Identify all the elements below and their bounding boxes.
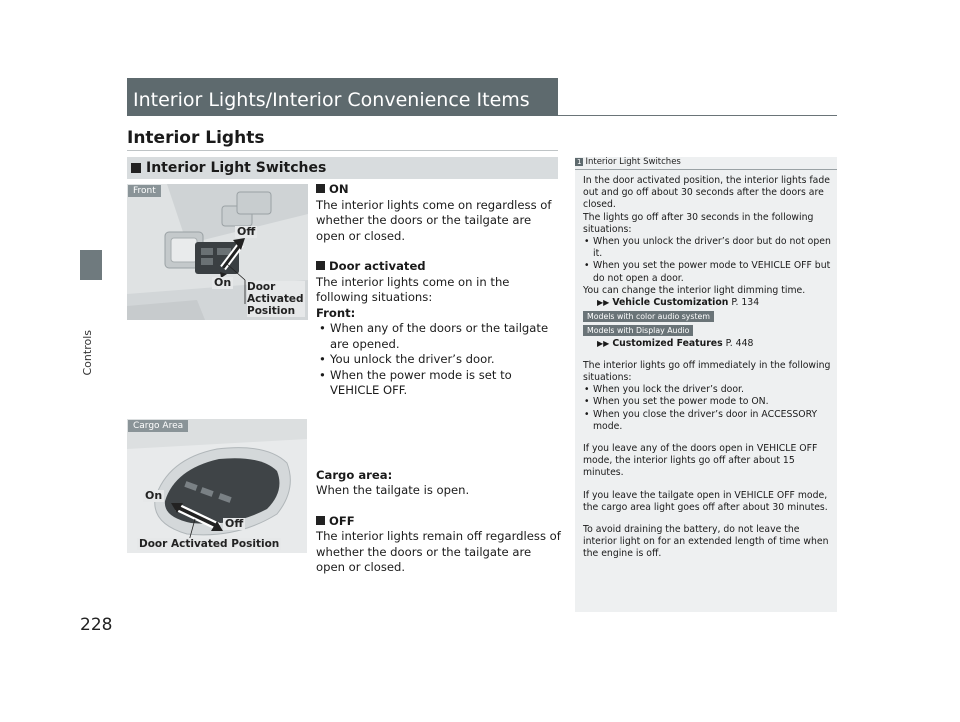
cross-reference-icon: ▶▶ <box>597 298 610 308</box>
note-paragraph: If you leave the tailgate open in VEHICLE OFF mode, the cargo area light goes off after about 30 minutes. <box>583 489 828 513</box>
note-list <box>583 236 831 285</box>
list-item: • When any of the doors or the tailgate are opened. <box>330 321 561 352</box>
cargo-door-label: Door Activated Position <box>139 538 280 550</box>
chapter-strip <box>80 250 102 280</box>
list-item: • You unlock the driver’s door. <box>330 352 561 368</box>
page-number: 228 <box>80 615 113 635</box>
banner-rule <box>558 115 837 116</box>
cargo-label: Cargo area: <box>316 467 393 482</box>
list-item: • When you set the power mode to VEHICLE OFF but do not open a door. <box>593 260 831 284</box>
square-bullet-icon <box>316 184 325 193</box>
list-item: • When you lock the driver’s door. <box>593 384 831 396</box>
cargo-light-illustration <box>127 419 307 553</box>
on-heading: ON <box>316 182 561 198</box>
front-tag: Front <box>128 185 161 197</box>
list-item: • When the power mode is set to VEHICLE OFF. <box>330 368 561 399</box>
note-paragraph: If you leave any of the doors open in VEHICLE OFF mode, the interior lights go off after about 15 minutes. <box>583 443 818 479</box>
front-off-label: Off <box>237 225 256 238</box>
cargo-on-label: On <box>145 489 163 502</box>
on-description: The interior lights come on regardless of whether the doors or the tailgate are open or closed. <box>316 197 552 243</box>
door-activated-description: The interior lights come on in the following situations: <box>316 274 510 304</box>
cargo-tag: Cargo Area <box>128 420 188 432</box>
note-title: Interior Light Switches <box>585 157 681 167</box>
front-conditions-list <box>316 321 561 399</box>
side-tab <box>0 0 120 640</box>
square-bullet-icon <box>131 163 141 173</box>
square-bullet-icon <box>316 516 325 525</box>
note-marker-icon: 1 <box>577 158 582 166</box>
note-paragraph: You can change the interior light dimming time. <box>583 284 806 296</box>
list-item: • When you unlock the driver’s door but do not open it. <box>593 236 831 260</box>
door-activated-heading: Door activated <box>316 259 561 275</box>
note-list <box>583 384 831 433</box>
cargo-light-drawing <box>127 419 307 553</box>
square-bullet-icon <box>316 261 325 270</box>
front-on-label: On <box>214 276 232 289</box>
cross-reference-icon: ▶▶ <box>597 338 610 348</box>
chapter-banner: Interior Lights/Interior Convenience Items <box>127 78 558 116</box>
list-item: • When you set the power mode to ON. <box>593 396 831 408</box>
subsection-title: Interior Light Switches <box>146 160 327 176</box>
model-badge-display-audio: Models with Display Audio <box>583 325 693 336</box>
note-text <box>583 175 831 561</box>
off-description: The interior lights remain off regardless of whether the doors or the tailgate are open or closed. <box>316 529 561 574</box>
list-item: • When you close the driver’s door in ACCESSORY mode. <box>593 409 831 433</box>
chapter-tab-label: Controls <box>81 330 94 376</box>
model-badge-color-audio: Models with color audio system <box>583 311 714 322</box>
cargo-off-label: Off <box>225 517 244 530</box>
off-heading: OFF <box>316 514 561 530</box>
section-title: Interior Lights <box>127 128 265 148</box>
note-header <box>575 157 681 167</box>
main-text-column <box>316 182 561 576</box>
front-light-illustration <box>127 184 308 320</box>
front-label: Front: <box>316 305 356 320</box>
subsection-header <box>127 157 558 179</box>
xref-vehicle-customization[interactable]: ▶▶ Vehicle Customization P. 134 <box>597 297 760 309</box>
section-rule <box>127 150 558 151</box>
cargo-description: When the tailgate is open. <box>316 483 470 497</box>
xref-customized-features[interactable]: ▶▶ Customized Features P. 448 <box>597 337 754 349</box>
note-paragraph: The interior lights go off immediately in the following situations: <box>583 359 831 384</box>
note-paragraph: To avoid draining the battery, do not leave the interior light on for an extended length of time when the engine is off. <box>583 524 829 560</box>
front-door-label: Door Activated Position <box>247 281 304 317</box>
note-paragraph: In the door activated position, the interior lights fade out and go off about 30 seconds after the doors are closed. <box>583 175 830 211</box>
note-rule <box>575 169 837 170</box>
note-paragraph: The lights go off after 30 seconds in the following situations: <box>583 211 814 235</box>
